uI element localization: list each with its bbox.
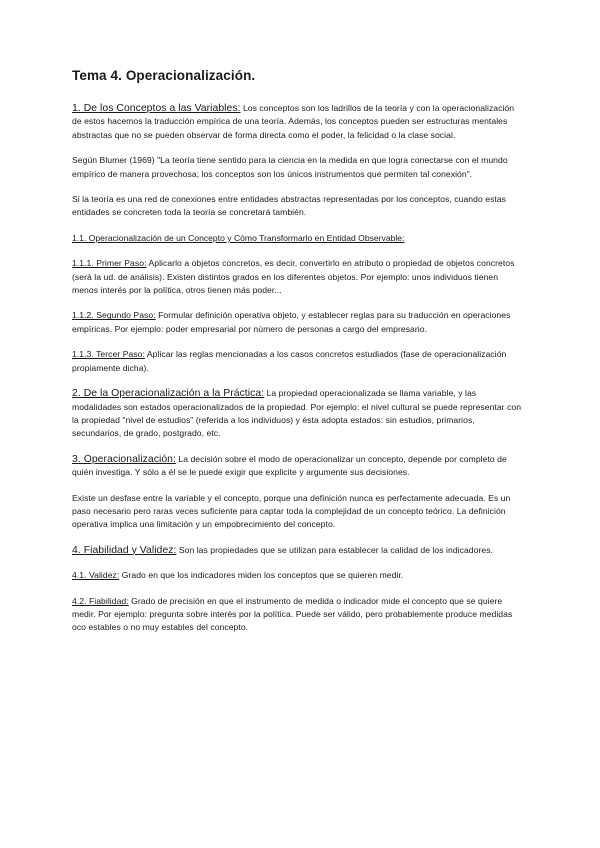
section-1-1-3-heading: 1.1.3. Tercer Paso: xyxy=(72,349,145,360)
section-2-text: La propiedad operacionalizada se llama variable, y las modalidades son estados operacionalizados de la propiedad. Por ejemplo: el nivel cultural se puede representar con la propiedad "nivel de estudios" (referida a los individuos) y ésta adopta estados: sin estudios, primarios, secundarios, de grado, postgrado, etc. xyxy=(72,388,522,439)
section-1-1-3-text: Aplicar las reglas mencionadas a los casos concretos estudiados (fase de operacionalización propiamente dicha). xyxy=(72,349,507,373)
section-3-text: La decisión sobre el modo de operacionalizar un concepto, depende por completo de quién investiga. Y sólo a él se le puede exigir que explicite y argumente sus decisiones. xyxy=(72,453,507,478)
document-title: Tema 4. Operacionalización. xyxy=(72,68,256,83)
section-4-heading: 4. Fiabilidad y Validez: xyxy=(72,544,177,556)
section-1-paragraph xyxy=(72,102,526,142)
section-2-heading: 2. De la Operacionalización a la Práctica: xyxy=(72,388,265,400)
section-4-paragraph xyxy=(72,544,526,557)
section-3-paragraph xyxy=(72,453,526,480)
section-1-1-2-text: Formular definición operativa objeto, y establecer reglas para su traducción en operaciones empíricas. Por ejemplo: poder empresarial por número de personas a cargo del empresario. xyxy=(72,310,511,334)
section-3-heading: 3. Operacionalización: xyxy=(72,453,176,465)
section-1-1-2-heading: 1.1.2. Segundo Paso: xyxy=(72,310,156,321)
section-4-1-heading: 4.1. Validez: xyxy=(72,570,120,581)
red-conexiones-paragraph: Si la teoría es una red de conexiones entre entidades abstractas representadas por los conceptos, cuando estas entidades se concreten toda la teoría se concretará también. xyxy=(72,194,507,218)
section-1-1-1-heading: 1.1.1. Primer Paso: xyxy=(72,258,147,269)
section-1-text: Los conceptos son los ladrillos de la teoría y con la operacionalización de estos hacemos la traducción empírica de una teoría. Además, los conceptos pueden ser estructuras mentales abstractas que no se pueden observar de forma directa como el poder, la felicidad o la clase social. xyxy=(72,103,515,140)
section-4-2-paragraph xyxy=(72,595,526,635)
document-page xyxy=(72,68,526,647)
section-1-1-2-paragraph xyxy=(72,309,526,336)
desfase-paragraph: Existe un desfase entre la variable y el concepto, porque una definición nunca es perfectamente adecuada. Es un paso necesario pero raras veces suficiente para captar toda la complejidad de un concepto teórico. La definición operativa implica una limitación y un empobrecimiento del concepto. xyxy=(72,492,511,530)
section-2-paragraph xyxy=(72,387,526,441)
section-4-2-heading: 4.2. Fiabilidad: xyxy=(72,595,129,606)
section-4-text: Son las propiedades que se utilizan para establecer la calidad de los indicadores. xyxy=(176,544,493,555)
section-1-1-1-text: Aplicarlo a objetos concretos, es decir, convertirlo en atributo o propiedad de objetos concretos (será la ud. de análisis). Existen distintos grados en los diferentes objetos. Por ejemplo: unos individuos tienen menos interés por la política, otros tienen más poder... xyxy=(72,258,515,296)
section-1-1-3-paragraph xyxy=(72,348,526,375)
section-1-1-subheading: 1.1. Operacionalización de un Concepto y Cómo Transformarlo en Entidad Observable: xyxy=(72,232,405,243)
section-4-1-text: Grado en que los indicadores miden los conceptos que se quieren medir. xyxy=(119,570,404,581)
section-1-heading: 1. De los Conceptos a las Variables: xyxy=(72,103,241,114)
section-4-1-paragraph xyxy=(72,569,526,582)
section-1-1-1-paragraph xyxy=(72,257,526,297)
blumer-quote-paragraph: Según Blumer (1969) "La teoría tiene sentido para la ciencia en la medida en que logra conectarse con el mundo empírico de manera provechosa; los conceptos son los únicos instrumentos que permiten tal conexión". xyxy=(72,155,508,179)
section-4-2-text: Grado de precisión en que el instrumento de medida o indicador mide el concepto que se quiere medir. Por ejemplo: pregunta sobre interés por la política. Puede ser válido, pero probablemente produce medidas oco estables o no muy estables del concepto. xyxy=(72,595,513,633)
